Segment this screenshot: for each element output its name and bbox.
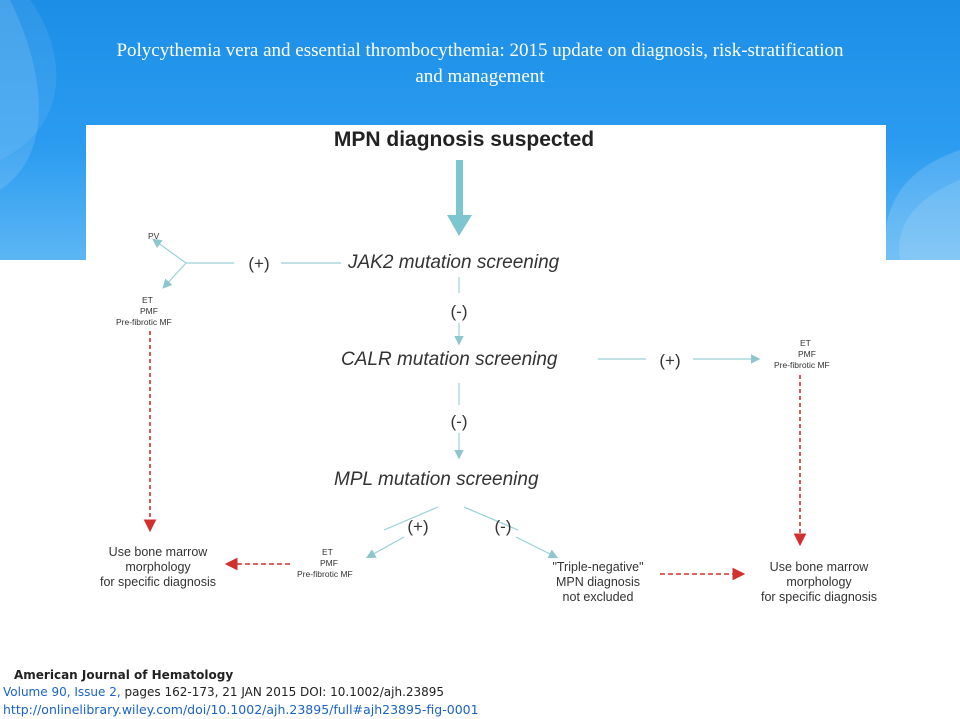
mpl-positive-arrow [368,537,404,557]
journal-name: American Journal of Hematology [14,668,234,682]
left-bone-marrow-line-3: for specific diagnosis [99,575,217,589]
citation-details [0,684,960,701]
triple-negative-line-2: MPN diagnosis [555,575,641,589]
figure-url-link[interactable]: http://onlinelibrary.wiley.com/doi/10.1002/ajh.23895/full#ajh23895-fig-0001 [3,702,479,717]
jak2-positive-sign: (+) [248,254,270,273]
left-pmf-label: PMF [140,306,158,316]
slide-title [0,38,960,90]
pv-arrow [154,240,186,263]
main-down-arrow [447,160,472,236]
slide-title-line-2: and management [415,66,545,87]
bottom-prefibrotic-label: Pre-fibrotic MF [297,569,353,579]
right-pmf-label: PMF [798,349,816,359]
jak2-screening-label: JAK2 mutation screening [348,252,560,273]
right-bone-marrow-line-1: Use bone marrow [769,560,869,574]
left-et-label: ET [142,295,153,305]
left-bone-marrow-line-1: Use bone marrow [108,545,208,559]
volume-issue-link[interactable]: Volume 90, Issue 2, [3,685,121,699]
right-et-label: ET [800,338,811,348]
bottom-et-label: ET [322,547,333,557]
et-pmf-arrow-left [164,263,186,287]
flowchart-diagram [86,125,886,615]
calr-positive-sign: (+) [659,351,681,370]
calr-screening-label: CALR mutation screening [341,349,558,370]
right-bone-marrow-line-2: morphology [786,575,852,589]
right-bone-marrow-line-3: for specific diagnosis [760,590,878,604]
right-prefibrotic-label: Pre-fibrotic MF [774,360,830,370]
slide-title-line-1: Polycythemia vera and essential thrombocythemia: 2015 update on diagnosis, risk-stratification [116,40,844,61]
triple-negative-line-3: not excluded [562,590,634,604]
flowchart-figure [86,125,886,615]
mpl-negative-arrow [516,537,556,557]
pv-label: PV [148,231,160,241]
citation-block [0,667,960,718]
mpl-screening-label: MPL mutation screening [334,469,539,490]
triple-negative-line-1: "Triple-negative" [552,560,644,574]
calr-negative-sign: (-) [450,412,468,431]
mpn-suspected-header: MPN diagnosis suspected [333,128,595,151]
left-prefibrotic-label: Pre-fibrotic MF [116,317,172,327]
mpl-positive-sign: (+) [407,517,429,536]
citation-pages-doi: pages 162-173, 21 JAN 2015 DOI: 10.1002/ajh.23895 [120,685,445,699]
mpl-negative-sign: (-) [494,517,512,536]
bottom-pmf-label: PMF [320,558,338,568]
jak2-negative-sign: (-) [450,302,468,321]
left-bone-marrow-line-2: morphology [125,560,191,574]
